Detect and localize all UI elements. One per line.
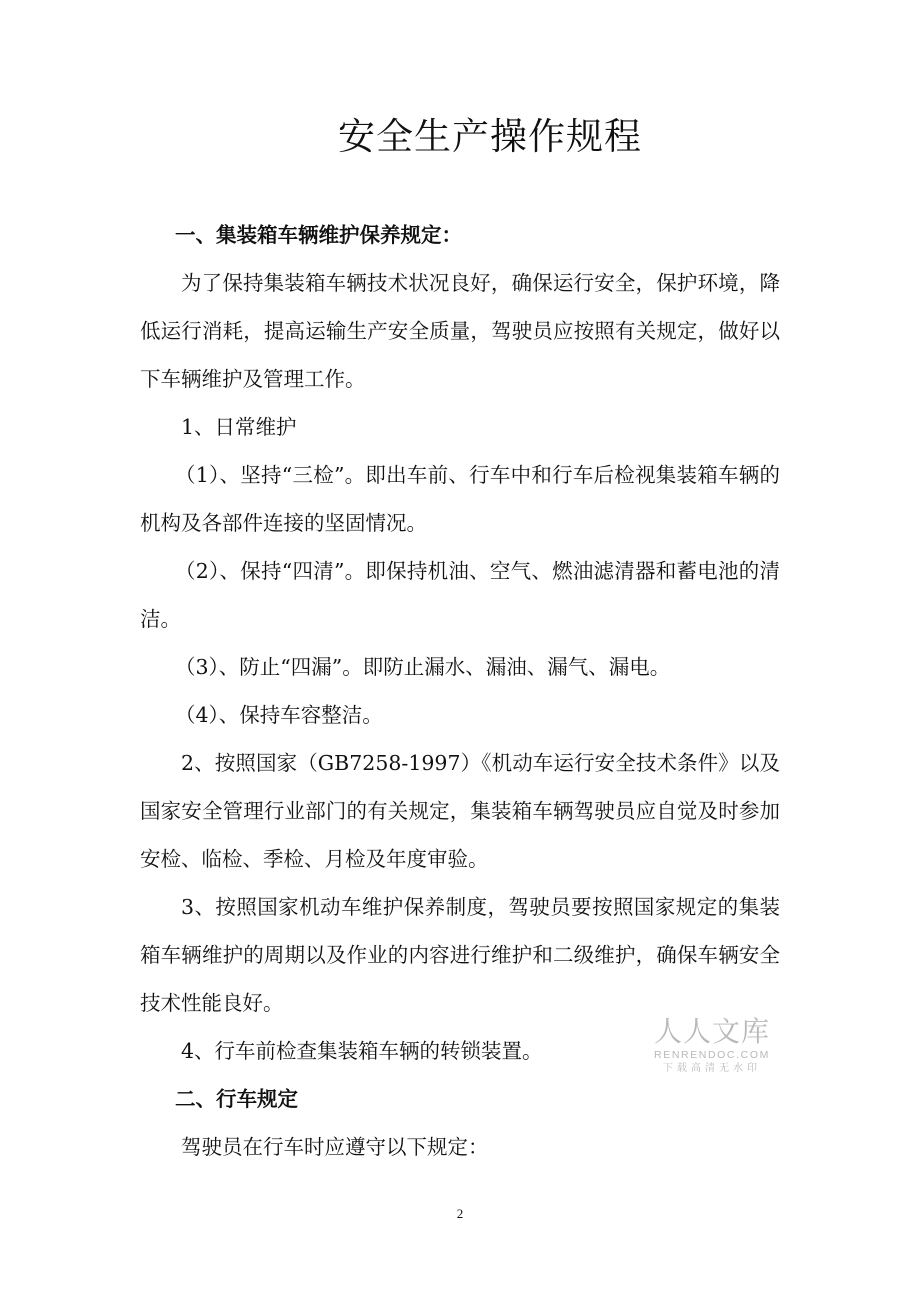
item-vehicle-tidy: （4）、保持车容整洁。 — [175, 703, 383, 727]
paragraph-inspection-standard: 2、按照国家（GB7258-1997）《机动车运行安全技术条件》以及国家安全管理行业部门的有关规定，集装箱车辆驾驶员应自觉及时参加安检、临检、季检、月检及年度审验。 — [140, 751, 780, 871]
watermark-domain: RENRENDOC.COM — [654, 1049, 770, 1061]
section-heading-2: 二、行车规定 — [175, 1087, 298, 1111]
paragraph-maintenance-system: 3、按照国家机动车维护保养制度，驾驶员要按照国家规定的集装箱车辆维护的周期以及作业的内容进行维护和二级维护，确保车辆安全技术性能良好。 — [140, 895, 780, 1015]
page-number: 2 — [456, 1206, 464, 1221]
paragraph-twist-lock-check: 4、行车前检查集装箱车辆的转锁装置。 — [181, 1039, 543, 1063]
intro-paragraph: 为了保持集装箱车辆技术状况良好，确保运行安全，保护环境，降低运行消耗，提高运输生产安全质量，驾驶员应按照有关规定，做好以下车辆维护及管理工作。 — [140, 271, 780, 391]
section-heading-1: 一、集装箱车辆维护保养规定： — [175, 223, 462, 247]
item-three-checks: （1）、坚持“三检”。即出车前、行车中和行车后检视集装箱车辆的机构及各部件连接的坚固情况。 — [140, 463, 780, 535]
document-title: 安全生产操作规程 — [338, 115, 642, 158]
item-four-cleans: （2）、保持“四清”。即保持机油、空气、燃油滤清器和蓄电池的清洁。 — [140, 559, 780, 631]
item-four-leaks: （3）、防止“四漏”。即防止漏水、漏油、漏气、漏电。 — [175, 655, 671, 679]
watermark-tagline: 下载高清无水印 — [663, 1063, 761, 1074]
subsection-daily-maintenance: 1、日常维护 — [181, 415, 297, 439]
paragraph-driving-rules-intro: 驾驶员在行车时应遵守以下规定： — [181, 1135, 489, 1159]
watermark-brand: 人人文库 — [653, 1015, 770, 1048]
watermark-logo — [647, 1016, 777, 1080]
